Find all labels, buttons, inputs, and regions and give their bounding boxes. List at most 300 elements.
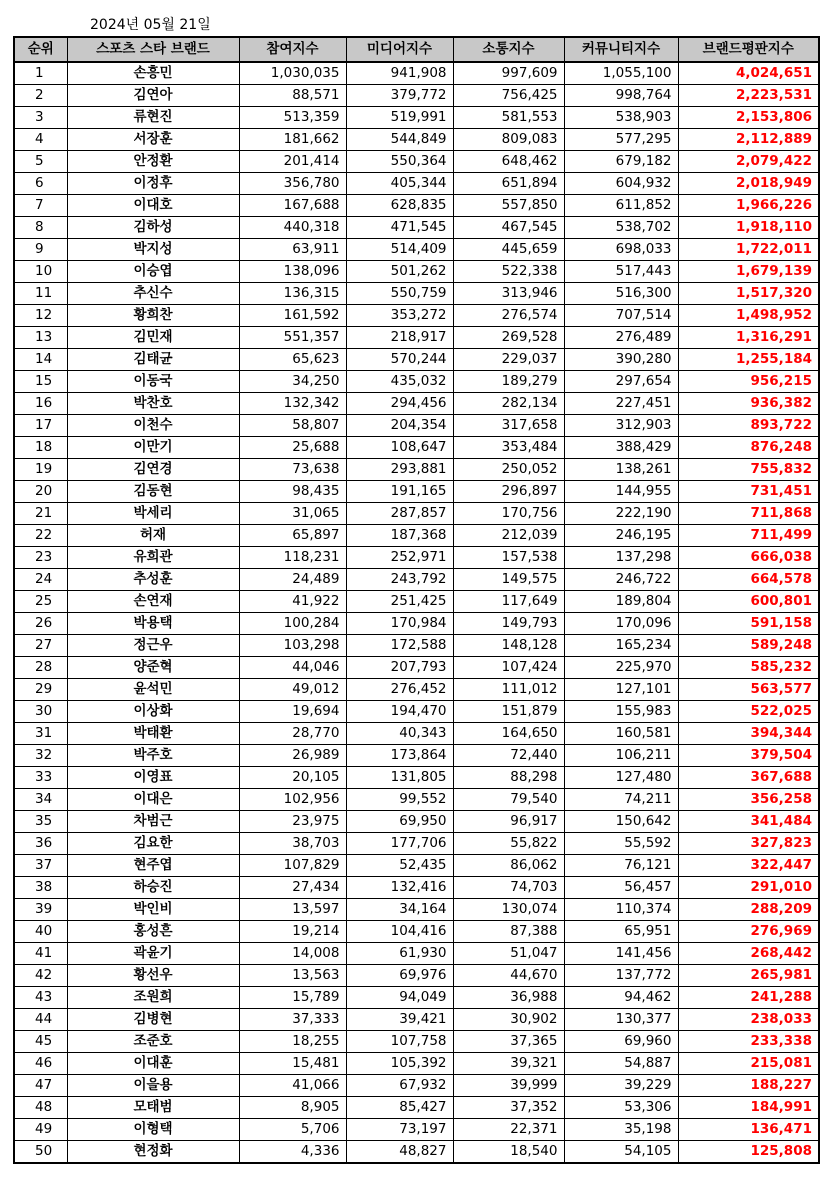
- reputation-score-cell: 379,504: [678, 745, 819, 767]
- communication-cell: 296,897: [453, 481, 564, 503]
- media-cell: 204,354: [346, 415, 453, 437]
- reputation-score-cell: 136,471: [678, 1119, 819, 1141]
- participation-cell: 44,046: [239, 657, 346, 679]
- reputation-score-cell: 2,079,422: [678, 151, 819, 173]
- rank-cell: 9: [14, 239, 67, 261]
- brand-name-cell: 김하성: [67, 217, 239, 239]
- reputation-score-cell: 268,442: [678, 943, 819, 965]
- rank-cell: 36: [14, 833, 67, 855]
- brand-name-cell: 윤석민: [67, 679, 239, 701]
- media-cell: 105,392: [346, 1053, 453, 1075]
- brand-name-cell: 황희찬: [67, 305, 239, 327]
- table-row: [14, 129, 819, 151]
- community-cell: 56,457: [564, 877, 678, 899]
- communication-cell: 37,365: [453, 1031, 564, 1053]
- participation-cell: 31,065: [239, 503, 346, 525]
- participation-cell: 4,336: [239, 1141, 346, 1164]
- brand-name-cell: 허재: [67, 525, 239, 547]
- community-cell: 39,229: [564, 1075, 678, 1097]
- brand-name-cell: 현주엽: [67, 855, 239, 877]
- media-cell: 172,588: [346, 635, 453, 657]
- reputation-score-cell: 265,981: [678, 965, 819, 987]
- header-media: 미디어지수: [346, 37, 453, 62]
- reputation-score-cell: 600,801: [678, 591, 819, 613]
- media-cell: 187,368: [346, 525, 453, 547]
- table-row: [14, 767, 819, 789]
- reputation-score-cell: 591,158: [678, 613, 819, 635]
- participation-cell: 136,315: [239, 283, 346, 305]
- communication-cell: 317,658: [453, 415, 564, 437]
- media-cell: 94,049: [346, 987, 453, 1009]
- community-cell: 246,722: [564, 569, 678, 591]
- brand-name-cell: 이영표: [67, 767, 239, 789]
- participation-cell: 38,703: [239, 833, 346, 855]
- media-cell: 353,272: [346, 305, 453, 327]
- table-row: [14, 1141, 819, 1164]
- brand-name-cell: 유희관: [67, 547, 239, 569]
- table-row: [14, 1053, 819, 1075]
- reputation-score-cell: 1,316,291: [678, 327, 819, 349]
- participation-cell: 1,030,035: [239, 62, 346, 85]
- community-cell: 141,456: [564, 943, 678, 965]
- brand-name-cell: 이대훈: [67, 1053, 239, 1075]
- table-row: [14, 569, 819, 591]
- community-cell: 160,581: [564, 723, 678, 745]
- media-cell: 34,164: [346, 899, 453, 921]
- table-row: [14, 1097, 819, 1119]
- reputation-score-cell: 1,722,011: [678, 239, 819, 261]
- table-row: [14, 701, 819, 723]
- community-cell: 297,654: [564, 371, 678, 393]
- reputation-score-cell: 876,248: [678, 437, 819, 459]
- rank-cell: 17: [14, 415, 67, 437]
- communication-cell: 30,902: [453, 1009, 564, 1031]
- participation-cell: 49,012: [239, 679, 346, 701]
- community-cell: 69,960: [564, 1031, 678, 1053]
- communication-cell: 809,083: [453, 129, 564, 151]
- communication-cell: 151,879: [453, 701, 564, 723]
- rank-cell: 50: [14, 1141, 67, 1164]
- participation-cell: 103,298: [239, 635, 346, 657]
- rank-cell: 4: [14, 129, 67, 151]
- rank-cell: 14: [14, 349, 67, 371]
- rank-cell: 13: [14, 327, 67, 349]
- community-cell: 76,121: [564, 855, 678, 877]
- community-cell: 127,101: [564, 679, 678, 701]
- reputation-score-cell: 341,484: [678, 811, 819, 833]
- brand-name-cell: 박주호: [67, 745, 239, 767]
- participation-cell: 107,829: [239, 855, 346, 877]
- rank-cell: 21: [14, 503, 67, 525]
- community-cell: 388,429: [564, 437, 678, 459]
- participation-cell: 167,688: [239, 195, 346, 217]
- reputation-score-cell: 522,025: [678, 701, 819, 723]
- brand-name-cell: 류현진: [67, 107, 239, 129]
- communication-cell: 467,545: [453, 217, 564, 239]
- media-cell: 287,857: [346, 503, 453, 525]
- table-row: [14, 591, 819, 613]
- rank-cell: 46: [14, 1053, 67, 1075]
- reputation-score-cell: 956,215: [678, 371, 819, 393]
- table-row: [14, 481, 819, 503]
- community-cell: 604,932: [564, 173, 678, 195]
- table-body: [14, 62, 819, 1163]
- participation-cell: 440,318: [239, 217, 346, 239]
- reputation-score-cell: 276,969: [678, 921, 819, 943]
- participation-cell: 41,066: [239, 1075, 346, 1097]
- communication-cell: 651,894: [453, 173, 564, 195]
- brand-name-cell: 이대은: [67, 789, 239, 811]
- reputation-score-cell: 367,688: [678, 767, 819, 789]
- participation-cell: 20,105: [239, 767, 346, 789]
- communication-cell: 51,047: [453, 943, 564, 965]
- table-row: [14, 393, 819, 415]
- communication-cell: 269,528: [453, 327, 564, 349]
- media-cell: 251,425: [346, 591, 453, 613]
- media-cell: 379,772: [346, 85, 453, 107]
- community-cell: 144,955: [564, 481, 678, 503]
- reputation-score-cell: 184,991: [678, 1097, 819, 1119]
- media-cell: 243,792: [346, 569, 453, 591]
- table-row: [14, 503, 819, 525]
- community-cell: 222,190: [564, 503, 678, 525]
- communication-cell: 149,575: [453, 569, 564, 591]
- brand-name-cell: 박인비: [67, 899, 239, 921]
- table-row: [14, 283, 819, 305]
- reputation-score-cell: 1,498,952: [678, 305, 819, 327]
- participation-cell: 356,780: [239, 173, 346, 195]
- brand-name-cell: 박태환: [67, 723, 239, 745]
- media-cell: 941,908: [346, 62, 453, 85]
- table-row: [14, 437, 819, 459]
- media-cell: 294,456: [346, 393, 453, 415]
- communication-cell: 74,703: [453, 877, 564, 899]
- communication-cell: 282,134: [453, 393, 564, 415]
- participation-cell: 551,357: [239, 327, 346, 349]
- rank-cell: 40: [14, 921, 67, 943]
- media-cell: 39,421: [346, 1009, 453, 1031]
- media-cell: 73,197: [346, 1119, 453, 1141]
- participation-cell: 181,662: [239, 129, 346, 151]
- community-cell: 127,480: [564, 767, 678, 789]
- reputation-score-cell: 585,232: [678, 657, 819, 679]
- media-cell: 61,930: [346, 943, 453, 965]
- reputation-score-cell: 1,679,139: [678, 261, 819, 283]
- header-brand: 스포츠 스타 브랜드: [67, 37, 239, 62]
- rank-cell: 45: [14, 1031, 67, 1053]
- table-row: [14, 415, 819, 437]
- community-cell: 54,887: [564, 1053, 678, 1075]
- reputation-score-cell: 1,918,110: [678, 217, 819, 239]
- brand-name-cell: 박지성: [67, 239, 239, 261]
- rank-cell: 47: [14, 1075, 67, 1097]
- reputation-score-cell: 288,209: [678, 899, 819, 921]
- brand-name-cell: 박용택: [67, 613, 239, 635]
- reputation-score-cell: 322,447: [678, 855, 819, 877]
- participation-cell: 65,623: [239, 349, 346, 371]
- participation-cell: 138,096: [239, 261, 346, 283]
- participation-cell: 25,688: [239, 437, 346, 459]
- rank-cell: 19: [14, 459, 67, 481]
- participation-cell: 13,563: [239, 965, 346, 987]
- brand-name-cell: 이상화: [67, 701, 239, 723]
- community-cell: 516,300: [564, 283, 678, 305]
- table-row: [14, 613, 819, 635]
- communication-cell: 72,440: [453, 745, 564, 767]
- reputation-score-cell: 291,010: [678, 877, 819, 899]
- header-communication: 소통지수: [453, 37, 564, 62]
- media-cell: 69,976: [346, 965, 453, 987]
- rank-cell: 33: [14, 767, 67, 789]
- brand-name-cell: 양준혁: [67, 657, 239, 679]
- reputation-score-cell: 893,722: [678, 415, 819, 437]
- community-cell: 65,951: [564, 921, 678, 943]
- participation-cell: 100,284: [239, 613, 346, 635]
- community-cell: 130,377: [564, 1009, 678, 1031]
- communication-cell: 445,659: [453, 239, 564, 261]
- participation-cell: 58,807: [239, 415, 346, 437]
- brand-name-cell: 김연경: [67, 459, 239, 481]
- table-row: [14, 1075, 819, 1097]
- community-cell: 54,105: [564, 1141, 678, 1164]
- table-row: [14, 261, 819, 283]
- participation-cell: 63,911: [239, 239, 346, 261]
- communication-cell: 353,484: [453, 437, 564, 459]
- brand-name-cell: 손연재: [67, 591, 239, 613]
- media-cell: 104,416: [346, 921, 453, 943]
- community-cell: 165,234: [564, 635, 678, 657]
- brand-name-cell: 이정후: [67, 173, 239, 195]
- brand-reputation-table: [13, 36, 820, 1164]
- brand-name-cell: 이동국: [67, 371, 239, 393]
- reputation-score-cell: 936,382: [678, 393, 819, 415]
- community-cell: 138,261: [564, 459, 678, 481]
- communication-cell: 36,988: [453, 987, 564, 1009]
- community-cell: 74,211: [564, 789, 678, 811]
- table-row: [14, 371, 819, 393]
- communication-cell: 22,371: [453, 1119, 564, 1141]
- reputation-score-cell: 2,223,531: [678, 85, 819, 107]
- rank-cell: 20: [14, 481, 67, 503]
- communication-cell: 313,946: [453, 283, 564, 305]
- media-cell: 550,759: [346, 283, 453, 305]
- communication-cell: 170,756: [453, 503, 564, 525]
- media-cell: 276,452: [346, 679, 453, 701]
- rank-cell: 10: [14, 261, 67, 283]
- communication-cell: 276,574: [453, 305, 564, 327]
- participation-cell: 15,789: [239, 987, 346, 1009]
- brand-name-cell: 곽윤기: [67, 943, 239, 965]
- media-cell: 194,470: [346, 701, 453, 723]
- rank-cell: 35: [14, 811, 67, 833]
- rank-cell: 48: [14, 1097, 67, 1119]
- reputation-score-cell: 238,033: [678, 1009, 819, 1031]
- rank-cell: 11: [14, 283, 67, 305]
- table-row: [14, 877, 819, 899]
- media-cell: 107,758: [346, 1031, 453, 1053]
- reputation-score-cell: 755,832: [678, 459, 819, 481]
- reputation-score-cell: 731,451: [678, 481, 819, 503]
- table-row: [14, 327, 819, 349]
- table-row: [14, 811, 819, 833]
- reputation-score-cell: 2,112,889: [678, 129, 819, 151]
- reputation-score-cell: 711,868: [678, 503, 819, 525]
- community-cell: 137,772: [564, 965, 678, 987]
- participation-cell: 88,571: [239, 85, 346, 107]
- media-cell: 293,881: [346, 459, 453, 481]
- table-row: [14, 217, 819, 239]
- participation-cell: 65,897: [239, 525, 346, 547]
- table-row: [14, 349, 819, 371]
- community-cell: 246,195: [564, 525, 678, 547]
- brand-name-cell: 황선우: [67, 965, 239, 987]
- communication-cell: 18,540: [453, 1141, 564, 1164]
- table-row: [14, 62, 819, 85]
- brand-name-cell: 추성훈: [67, 569, 239, 591]
- communication-cell: 96,917: [453, 811, 564, 833]
- media-cell: 628,835: [346, 195, 453, 217]
- participation-cell: 8,905: [239, 1097, 346, 1119]
- rank-cell: 24: [14, 569, 67, 591]
- table-row: [14, 855, 819, 877]
- community-cell: 189,804: [564, 591, 678, 613]
- table-row: [14, 547, 819, 569]
- reputation-score-cell: 241,288: [678, 987, 819, 1009]
- participation-cell: 34,250: [239, 371, 346, 393]
- media-cell: 207,793: [346, 657, 453, 679]
- community-cell: 55,592: [564, 833, 678, 855]
- communication-cell: 189,279: [453, 371, 564, 393]
- table-row: [14, 107, 819, 129]
- reputation-score-cell: 4,024,651: [678, 62, 819, 85]
- brand-name-cell: 이대호: [67, 195, 239, 217]
- communication-cell: 581,553: [453, 107, 564, 129]
- participation-cell: 28,770: [239, 723, 346, 745]
- brand-name-cell: 김민재: [67, 327, 239, 349]
- rank-cell: 34: [14, 789, 67, 811]
- rank-cell: 42: [14, 965, 67, 987]
- communication-cell: 79,540: [453, 789, 564, 811]
- communication-cell: 148,128: [453, 635, 564, 657]
- participation-cell: 201,414: [239, 151, 346, 173]
- reputation-score-cell: 1,966,226: [678, 195, 819, 217]
- brand-name-cell: 모태범: [67, 1097, 239, 1119]
- brand-name-cell: 차범근: [67, 811, 239, 833]
- communication-cell: 756,425: [453, 85, 564, 107]
- communication-cell: 557,850: [453, 195, 564, 217]
- media-cell: 191,165: [346, 481, 453, 503]
- communication-cell: 39,999: [453, 1075, 564, 1097]
- rank-cell: 41: [14, 943, 67, 965]
- media-cell: 173,864: [346, 745, 453, 767]
- brand-name-cell: 김요한: [67, 833, 239, 855]
- table-row: [14, 943, 819, 965]
- table-row: [14, 899, 819, 921]
- reputation-score-cell: 589,248: [678, 635, 819, 657]
- reputation-score-cell: 2,153,806: [678, 107, 819, 129]
- table-row: [14, 195, 819, 217]
- communication-cell: 130,074: [453, 899, 564, 921]
- table-row: [14, 173, 819, 195]
- rank-cell: 37: [14, 855, 67, 877]
- rank-cell: 12: [14, 305, 67, 327]
- participation-cell: 18,255: [239, 1031, 346, 1053]
- reputation-score-cell: 188,227: [678, 1075, 819, 1097]
- communication-cell: 149,793: [453, 613, 564, 635]
- table-row: [14, 1009, 819, 1031]
- communication-cell: 117,649: [453, 591, 564, 613]
- community-cell: 707,514: [564, 305, 678, 327]
- community-cell: 698,033: [564, 239, 678, 261]
- community-cell: 1,055,100: [564, 62, 678, 85]
- reputation-score-cell: 2,018,949: [678, 173, 819, 195]
- rank-cell: 3: [14, 107, 67, 129]
- media-cell: 177,706: [346, 833, 453, 855]
- header-reputation: 브랜드평판지수: [678, 37, 819, 62]
- communication-cell: 39,321: [453, 1053, 564, 1075]
- media-cell: 570,244: [346, 349, 453, 371]
- reputation-score-cell: 1,255,184: [678, 349, 819, 371]
- communication-cell: 997,609: [453, 62, 564, 85]
- table-row: [14, 679, 819, 701]
- community-cell: 150,642: [564, 811, 678, 833]
- table-row: [14, 239, 819, 261]
- reputation-score-cell: 125,808: [678, 1141, 819, 1164]
- communication-cell: 111,012: [453, 679, 564, 701]
- rank-cell: 26: [14, 613, 67, 635]
- brand-name-cell: 홍성흔: [67, 921, 239, 943]
- rank-cell: 18: [14, 437, 67, 459]
- table-row: [14, 789, 819, 811]
- report-date: 2024년 05월 21일: [90, 17, 211, 33]
- header-participation: 참여지수: [239, 37, 346, 62]
- community-cell: 679,182: [564, 151, 678, 173]
- reputation-score-cell: 1,517,320: [678, 283, 819, 305]
- community-cell: 155,983: [564, 701, 678, 723]
- rank-cell: 15: [14, 371, 67, 393]
- table-row: [14, 657, 819, 679]
- participation-cell: 27,434: [239, 877, 346, 899]
- media-cell: 99,552: [346, 789, 453, 811]
- community-cell: 390,280: [564, 349, 678, 371]
- media-cell: 85,427: [346, 1097, 453, 1119]
- community-cell: 137,298: [564, 547, 678, 569]
- participation-cell: 14,008: [239, 943, 346, 965]
- media-cell: 132,416: [346, 877, 453, 899]
- rank-cell: 39: [14, 899, 67, 921]
- brand-name-cell: 이천수: [67, 415, 239, 437]
- table-row: [14, 525, 819, 547]
- table-row: [14, 965, 819, 987]
- community-cell: 538,702: [564, 217, 678, 239]
- rank-cell: 44: [14, 1009, 67, 1031]
- table-row: [14, 833, 819, 855]
- brand-name-cell: 이을용: [67, 1075, 239, 1097]
- header-community: 커뮤니티지수: [564, 37, 678, 62]
- reputation-score-cell: 233,338: [678, 1031, 819, 1053]
- table-row: [14, 305, 819, 327]
- community-cell: 225,970: [564, 657, 678, 679]
- community-cell: 276,489: [564, 327, 678, 349]
- community-cell: 998,764: [564, 85, 678, 107]
- table-row: [14, 635, 819, 657]
- media-cell: 69,950: [346, 811, 453, 833]
- participation-cell: 19,214: [239, 921, 346, 943]
- communication-cell: 37,352: [453, 1097, 564, 1119]
- rank-cell: 8: [14, 217, 67, 239]
- rank-cell: 38: [14, 877, 67, 899]
- table-row: [14, 151, 819, 173]
